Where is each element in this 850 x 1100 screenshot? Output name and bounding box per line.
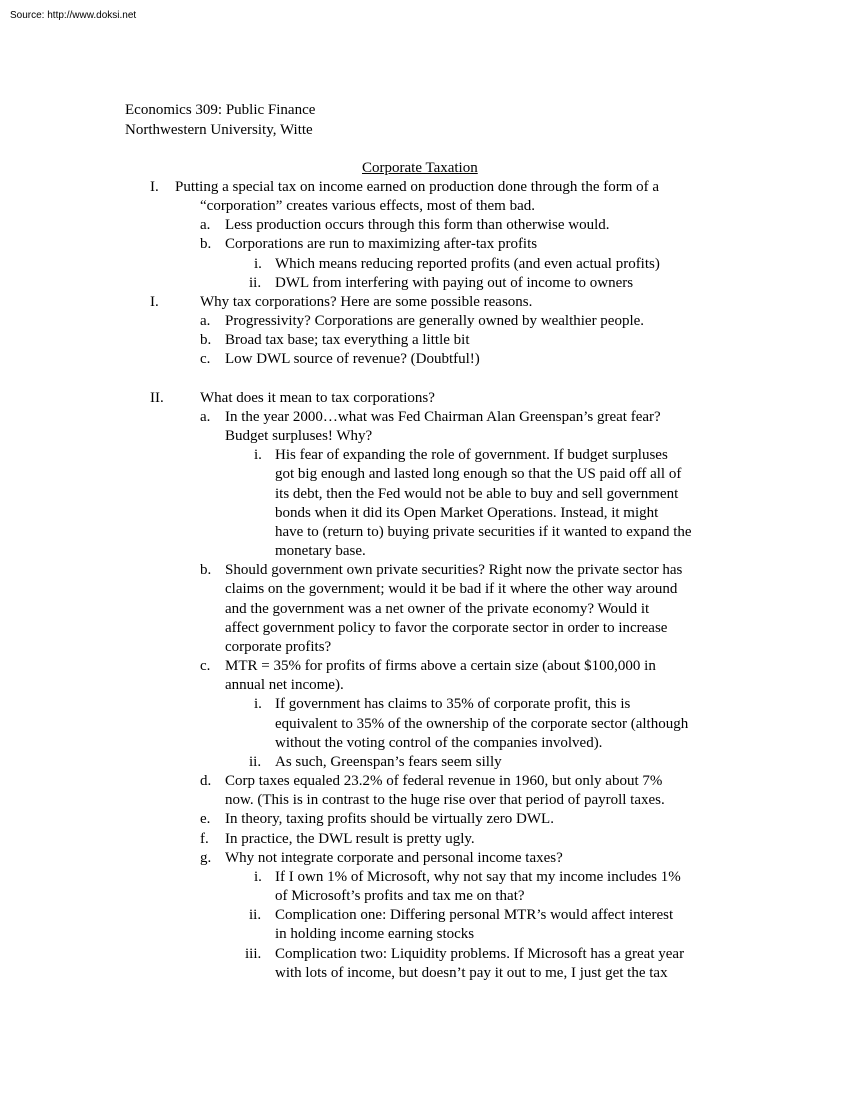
item-text: annual net income).: [225, 677, 344, 693]
subitem-marker: i.: [254, 696, 262, 712]
item-marker: a.: [200, 217, 211, 233]
subitem-text: with lots of income, but doesn’t pay it out to me, I just get the tax: [275, 965, 668, 981]
item-marker: f.: [200, 831, 209, 847]
subitem-text: Complication one: Differing personal MTR’s would affect interest: [275, 907, 674, 923]
subitem-text: have to (return to) buying private securities if it wanted to expand the: [275, 524, 692, 540]
item-marker: a.: [200, 313, 211, 329]
subitem-marker: i.: [254, 869, 262, 885]
item-text: MTR = 35% for profits of firms above a certain size (about $100,000 in: [225, 658, 656, 674]
section-text: “corporation” creates various effects, most of them bad.: [200, 198, 536, 214]
item-marker: c.: [200, 658, 211, 674]
subitem-marker: ii.: [249, 754, 262, 770]
item-text: In practice, the DWL result is pretty ugly.: [225, 831, 475, 847]
subitem-text: Which means reducing reported profits (and even actual profits): [275, 256, 660, 272]
subitem-text: got big enough and lasted long enough so that the US paid off all of: [275, 466, 682, 482]
item-text: corporate profits?: [225, 639, 332, 655]
section-text: Why tax corporations? Here are some possible reasons.: [200, 294, 533, 310]
item-text: Why not integrate corporate and personal income taxes?: [225, 850, 563, 866]
subitem-text: If government has claims to 35% of corporate profit, this is: [275, 696, 631, 712]
item-marker: b.: [200, 332, 212, 348]
item-text: now. (This is in contrast to the huge rise over that period of payroll taxes.: [225, 792, 665, 808]
section-marker: I.: [150, 294, 159, 310]
subitem-marker: ii.: [249, 907, 262, 923]
item-text: Less production occurs through this form than otherwise would.: [225, 217, 610, 233]
subitem-text: Complication two: Liquidity problems. If Microsoft has a great year: [275, 946, 685, 962]
section-text: Putting a special tax on income earned on production done through the form of a: [175, 179, 660, 195]
subitem-text: bonds when it did its Open Market Operations. Instead, it might: [275, 505, 659, 521]
item-marker: c.: [200, 351, 211, 367]
item-text: affect government policy to favor the corporate sector in order to increase: [225, 620, 668, 636]
item-text: In the year 2000…what was Fed Chairman Alan Greenspan’s great fear?: [225, 409, 661, 425]
page-title: Corporate Taxation: [362, 160, 478, 176]
item-marker: g.: [200, 850, 212, 866]
item-text: Broad tax base; tax everything a little bit: [225, 332, 470, 348]
subitem-text: His fear of expanding the role of government. If budget surpluses: [275, 447, 668, 463]
subitem-marker: i.: [254, 256, 262, 272]
item-text: claims on the government; would it be bad if it where the other way around: [225, 581, 678, 597]
subitem-marker: iii.: [245, 946, 262, 962]
item-text: Progressivity? Corporations are generally owned by wealthier people.: [225, 313, 645, 329]
subitem-marker: i.: [254, 447, 262, 463]
source-note: Source: http://www.doksi.net: [10, 10, 137, 21]
subitem-text: equivalent to 35% of the ownership of the corporate sector (although: [275, 716, 689, 732]
item-text: and the government was a net owner of the private economy? Would it: [225, 601, 650, 617]
school-line: Northwestern University, Witte: [125, 122, 313, 138]
item-marker: b.: [200, 236, 212, 252]
item-text: Budget surpluses! Why?: [225, 428, 373, 444]
item-text: Should government own private securities? Right now the private sector has: [225, 562, 683, 578]
section-marker: I.: [150, 179, 159, 195]
item-marker: d.: [200, 773, 212, 789]
item-text: Corp taxes equaled 23.2% of federal revenue in 1960, but only about 7%: [225, 773, 663, 789]
subitem-text: without the voting control of the companies involved).: [275, 735, 603, 751]
subitem-text: of Microsoft’s profits and tax me on that?: [275, 888, 525, 904]
subitem-text: its debt, then the Fed would not be able to buy and sell government: [275, 486, 679, 502]
item-text: In theory, taxing profits should be virtually zero DWL.: [225, 811, 554, 827]
section-marker: II.: [150, 390, 164, 406]
subitem-text: DWL from interfering with paying out of income to owners: [275, 275, 634, 291]
subitem-text: If I own 1% of Microsoft, why not say that my income includes 1%: [275, 869, 681, 885]
item-text: Corporations are run to maximizing after-tax profits: [225, 236, 538, 252]
subitem-text: monetary base.: [275, 543, 366, 559]
item-marker: b.: [200, 562, 212, 578]
item-marker: a.: [200, 409, 211, 425]
section-text: What does it mean to tax corporations?: [200, 390, 435, 406]
item-marker: e.: [200, 811, 211, 827]
subitem-text: in holding income earning stocks: [275, 926, 475, 942]
course-title: Economics 309: Public Finance: [125, 102, 316, 118]
subitem-marker: ii.: [249, 275, 262, 291]
item-text: Low DWL source of revenue? (Doubtful!): [225, 351, 480, 367]
subitem-text: As such, Greenspan’s fears seem silly: [275, 754, 502, 770]
